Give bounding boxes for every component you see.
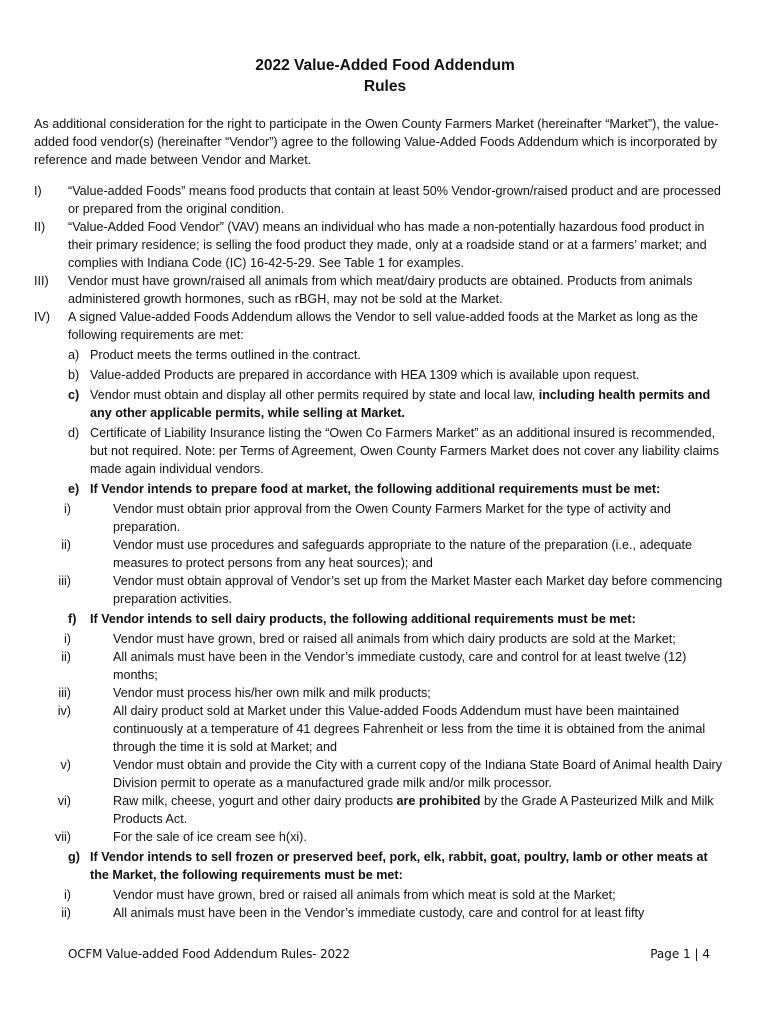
- subitem-text: All animals must have been in the Vendor’s immediate custody, care and control for at least twelve (12) months;: [113, 650, 687, 682]
- section-III: [0, 272, 728, 308]
- item-text: Vendor must obtain and display all other permits required by state and local law,: [90, 388, 536, 402]
- section-I: [0, 182, 728, 218]
- item-f: [0, 610, 730, 628]
- footer-page-number: Page 1 | 4: [650, 947, 710, 961]
- section-label: IV): [34, 310, 51, 324]
- item-text: Certificate of Liability Insurance listing the “Owen Co Farmers Market” as an additional insured is recommended, but not required. Note: per Terms of Agreement, Owen County Farmers Market does not cover any liability claims made again individual vendors.: [90, 426, 720, 476]
- footer-document-name: OCFM Value-added Food Addendum Rules- 2022: [68, 947, 350, 961]
- item-bold-text: including health permits and any other applicable permits, while selling at Market.: [90, 388, 711, 420]
- subitem-f-v: [0, 756, 731, 792]
- subitem-g-ii: [0, 904, 731, 922]
- item-text: If Vendor intends to prepare food at market, the following additional requirements must be met:: [90, 482, 661, 496]
- item-label: g): [68, 850, 80, 864]
- subitem-text: Vendor must obtain and provide the City with a current copy of the Indiana State Board of Animal health Dairy Division permit to operate as a manufactured grade milk and/or milk processor.: [113, 758, 723, 790]
- subitem-text: Vendor must process his/her own milk and milk products;: [113, 686, 431, 700]
- document-subtitle: Rules: [363, 78, 407, 95]
- item-c: [0, 386, 730, 422]
- subitem-label: i): [64, 632, 71, 646]
- item-label: f): [68, 612, 77, 626]
- subitem-e-iii: [0, 572, 731, 608]
- item-a: [0, 346, 730, 364]
- subitem-f-iii: [0, 684, 731, 702]
- item-e: [0, 480, 730, 498]
- item-label: a): [68, 348, 80, 362]
- subitem-f-vii: [0, 828, 731, 846]
- item-text: Product meets the terms outlined in the contract.: [90, 348, 361, 362]
- item-label: e): [68, 482, 80, 496]
- section-text: “Value-Added Food Vendor” (VAV) means an individual who has made a non-potentially hazardous food product in their primary residence; is selling the food product they made, only at a roadside stand or at a farmers’ market; and complies with Indiana Code (IC) 16-42-5-29. See Table 1 for examples.: [68, 220, 707, 270]
- section-II: [0, 218, 728, 272]
- section-IV: [0, 308, 728, 344]
- rules-list: [0, 182, 770, 922]
- item-label: c): [68, 388, 80, 402]
- subitem-text: For the sale of ice cream see h(xi).: [113, 830, 307, 844]
- item-b: [0, 366, 730, 384]
- section-label: III): [34, 274, 49, 288]
- section-text: Vendor must have grown/raised all animals from which meat/dairy products are obtained. Products from animals administered growth hormones, such as rBGH, may not be sold at the Market.: [68, 274, 693, 306]
- subitem-text-after: by the Grade A Pasteurized Milk and Milk Products Act.: [113, 794, 714, 826]
- subitem-f-i: [0, 630, 731, 648]
- subitem-text: Vendor must obtain approval of Vendor’s set up from the Market Master each Market day before commencing preparation activities.: [113, 574, 723, 606]
- subitem-g-i: [0, 886, 731, 904]
- item-text: Value-added Products are prepared in accordance with HEA 1309 which is available upon request.: [90, 368, 640, 382]
- item-g: [0, 848, 730, 884]
- subitem-e-ii: [0, 536, 731, 572]
- subitem-label: i): [64, 888, 71, 902]
- subitem-label: iii): [58, 574, 71, 588]
- section-text: “Value-added Foods” means food products that contain at least 50% Vendor-grown/raised product and are processed or prepared from the original condition.: [68, 184, 721, 216]
- subitem-e-i: [0, 500, 731, 536]
- subitem-label: ii): [61, 650, 71, 664]
- item-d: [0, 424, 730, 478]
- subitem-f-ii: [0, 648, 731, 684]
- subitem-label: vi): [57, 794, 71, 808]
- subitem-label: v): [60, 758, 71, 772]
- subitem-label: iv): [57, 704, 71, 718]
- subitem-text: Vendor must have grown, bred or raised all animals from which meat is sold at the Market;: [113, 888, 616, 902]
- subitem-label: ii): [61, 538, 71, 552]
- subitem-f-iv: [0, 702, 731, 756]
- subitem-text: Raw milk, cheese, yogurt and other dairy products: [113, 794, 393, 808]
- item-text: If Vendor intends to sell frozen or preserved beef, pork, elk, rabbit, goat, poultry, lamb or other meats at the Market, the following requirements must be met:: [90, 850, 708, 882]
- subitem-label: i): [64, 502, 71, 516]
- section-label: II): [34, 220, 46, 234]
- section-label: I): [34, 184, 42, 198]
- item-text: If Vendor intends to sell dairy products, the following additional requirements must be met:: [90, 612, 636, 626]
- subitem-f-vi: [0, 792, 731, 828]
- subitem-label: vii): [54, 830, 71, 844]
- subitem-text: Vendor must have grown, bred or raised all animals from which dairy products are sold at the Market;: [113, 632, 676, 646]
- subitem-bold-text: are prohibited: [396, 794, 481, 808]
- item-label: b): [68, 368, 80, 382]
- subitem-text: Vendor must use procedures and safeguards appropriate to the nature of the preparation (i.e., adequate measures to protect persons from any heat sources); and: [113, 538, 692, 570]
- subitem-label: iii): [58, 686, 71, 700]
- subitem-text: All dairy product sold at Market under this Value-added Foods Addendum must have been maintained continuously at a temperature of 41 degrees Fahrenheit or less from the time it is obtained from the animal through the time it is sold at Market; and: [113, 704, 706, 754]
- subitem-label: ii): [61, 906, 71, 920]
- section-text: A signed Value-added Foods Addendum allows the Vendor to sell value-added foods at the Market as long as the following requirements are met:: [68, 310, 698, 342]
- subitem-text: All animals must have been in the Vendor’s immediate custody, care and control for at least fifty: [113, 906, 645, 920]
- document-title: 2022 Value-Added Food Addendum: [255, 57, 515, 74]
- intro-paragraph: As additional consideration for the right to participate in the Owen County Farmers Market (hereinafter “Market”), the value-added food vendor(s) (hereinafter “Vendor”) agree to the following Value-Added Foods Addendum which is incorporated by reference and made between Vendor and Market.: [34, 117, 719, 167]
- subitem-text: Vendor must obtain prior approval from the Owen County Farmers Market for the type of activity and preparation.: [113, 502, 671, 534]
- item-label: d): [68, 426, 80, 440]
